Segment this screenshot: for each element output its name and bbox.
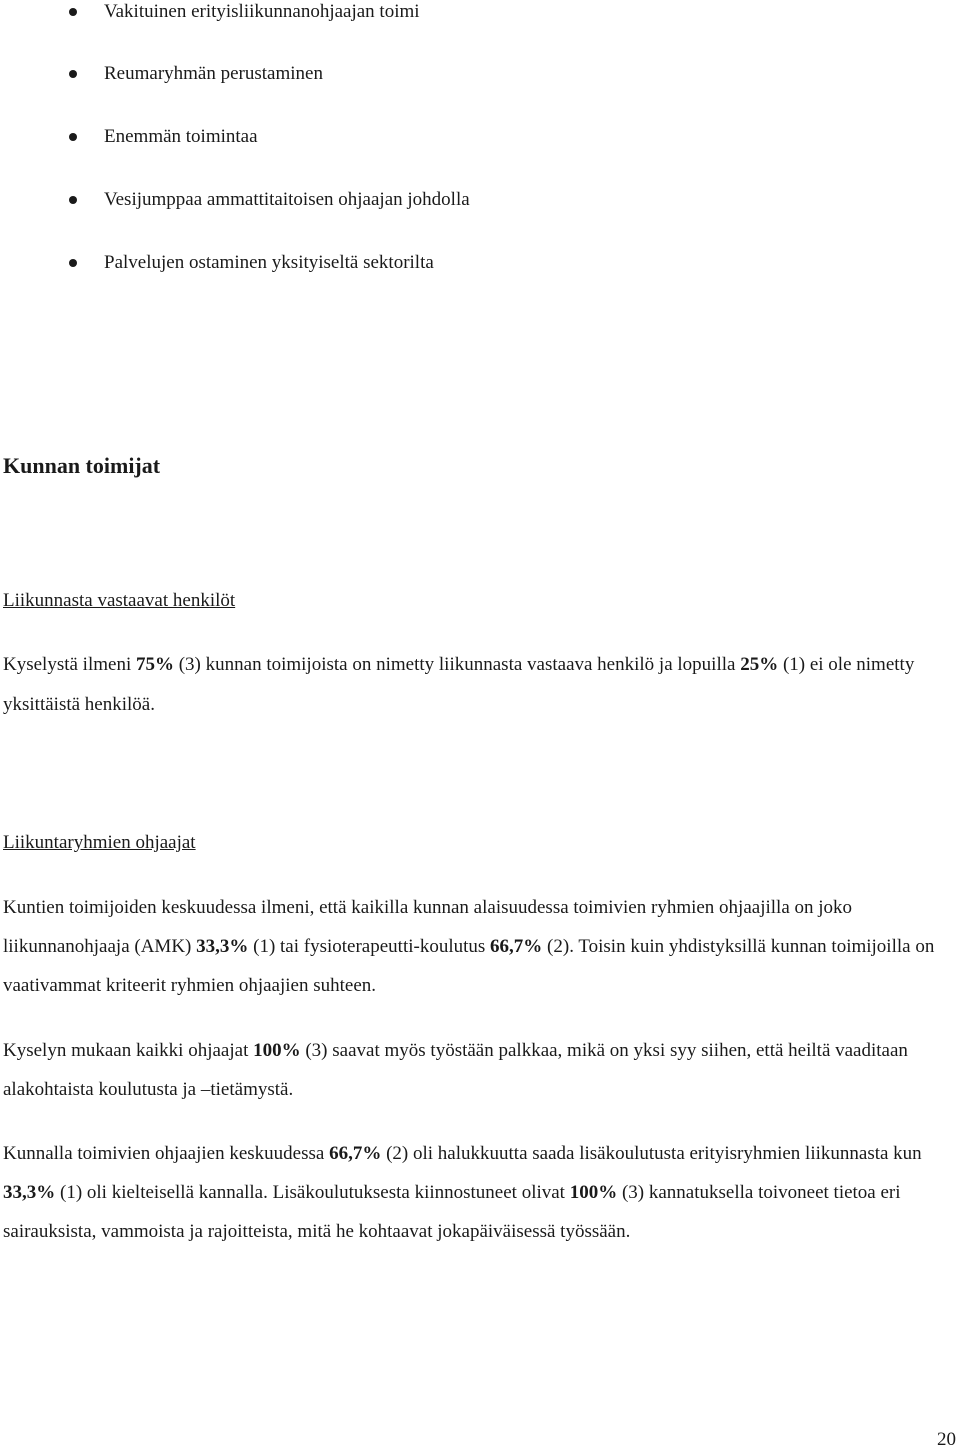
bullet-dot: [69, 196, 77, 204]
subheading-liikunnasta-vastaavat: Liikunnasta vastaavat henkilöt: [3, 590, 236, 611]
paragraph-ohjaajien-koulutus: Kuntien toimijoiden keskuudessa ilmeni, että kaikilla kunnan alaisuudessa toimivien ryhmien ohjaajilla on joko liikunnanohjaaja (AMK) 33,3% (1) tai fysioterapeutti-koulutus 66,7% (2). Toisin kuin yhdistyksillä kunnan toimijoilla on vaativammat kriteerit ryhmien ohjaajien suhteen.: [3, 897, 935, 996]
subheading-liikuntaryhmien-ohjaajat: Liikuntaryhmien ohjaajat: [3, 832, 196, 853]
list-item-text: Reumaryhmän perustaminen: [104, 63, 323, 84]
list-item-text: Palvelujen ostaminen yksityiseltä sektorilta: [104, 252, 434, 273]
bullet-dot: [69, 259, 77, 267]
bullet-dot: [69, 8, 77, 16]
section-heading: Kunnan toimijat: [3, 453, 161, 478]
paragraph-ohjaajien-palkka: Kyselyn mukaan kaikki ohjaajat 100% (3) saavat myös työstään palkkaa, mikä on yksi syy siihen, että heiltä vaaditaan alakohtaista koulutusta ja –tietämystä.: [3, 1040, 908, 1100]
bullet-dot: [69, 133, 77, 141]
list-item-text: Enemmän toimintaa: [104, 126, 258, 147]
bullet-dot: [69, 70, 77, 78]
page-number: 20: [937, 1429, 956, 1450]
paragraph-vastaavat-henkilot: Kyselystä ilmeni 75% (3) kunnan toimijoista on nimetty liikunnasta vastaava henkilö ja lopuilla 25% (1) ei ole nimetty yksittäistä henkilöä.: [3, 654, 915, 715]
list-item-text: Vakituinen erityisliikunnanohjaajan toimi: [104, 1, 420, 22]
paragraph-lisakoulutus: Kunnalla toimivien ohjaajien keskuudessa 66,7% (2) oli halukkuutta saada lisäkoulutusta erityisryhmien liikunnasta kun 33,3% (1) oli kielteisellä kannalla. Lisäkoulutuksesta kiinnostuneet olivat 100% (3) kannatuksella toivoneet tietoa eri sairauksista, vammoista ja rajoitteista, mitä he kohtaavat jokapäiväisessä työssään.: [3, 1143, 922, 1242]
list-item-text: Vesijumppaa ammattitaitoisen ohjaajan johdolla: [104, 189, 470, 210]
